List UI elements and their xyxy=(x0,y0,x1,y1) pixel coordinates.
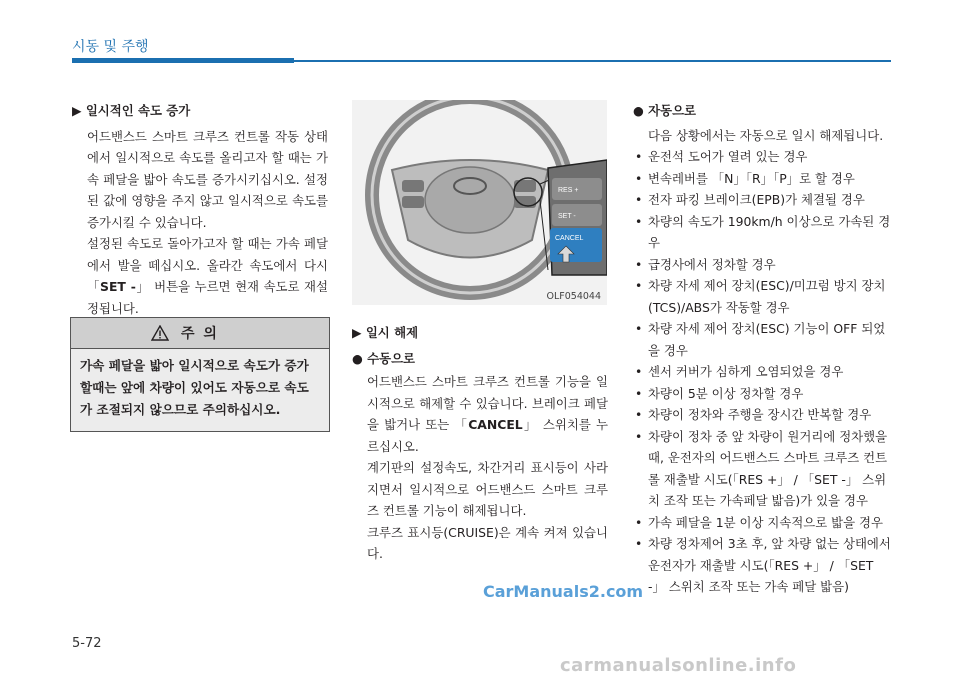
auto-cancel-list xyxy=(633,146,891,598)
caution-title: 주 의 xyxy=(181,326,219,342)
heading-temporary-acceleration: ▶ 일시적인 속도 증가 xyxy=(72,103,191,118)
steering-wheel-figure xyxy=(352,100,607,305)
paragraph-manual-cancel xyxy=(352,371,608,457)
paragraph-acceleration: 어드밴스드 스마트 크루즈 컨트롤 작동 상태에서 일시적으로 속도를 올리고자 할 때는 가속 페달을 밟아 속도를 증가시키십시오. 설정된 값에 영향을 주지 않고 일시적으로 속도를 증가시킬 수 있습니다. xyxy=(87,128,328,230)
caution-box xyxy=(70,317,330,432)
fig-label-cancel: CANCEL xyxy=(555,235,584,242)
paragraph-auto-intro: 다음 상황에서는 자동으로 일시 해제됩니다. xyxy=(648,127,884,143)
list-item: • 가속 페달을 1분 이상 지속적으로 밟을 경우 xyxy=(633,512,891,534)
set-button-label: SET - xyxy=(100,279,136,294)
list-item: • 차량이 정차와 주행을 장시간 반복할 경우 xyxy=(633,404,891,426)
list-item: • 전자 파킹 브레이크(EPB)가 체결될 경우 xyxy=(633,189,891,211)
paragraph-manual-cancel-c: 」 스위치를 누르십시오. xyxy=(367,417,608,454)
list-item: • 차량이 정차 중 앞 차량이 원거리에 정차했을 때, 운전자의 어드밴스드 스마트 크루즈 컨트롤 재출발 시도(「RES +」 / 「SET -」 스위치 조작 또는 가속페달 밟음)가 있을 경우 xyxy=(633,426,891,512)
cancel-switch-label: CANCEL xyxy=(468,417,523,432)
list-item: • 차량 자세 제어 장치(ESC) 기능이 OFF 되었을 경우 xyxy=(633,318,891,361)
middle-column xyxy=(352,322,608,565)
paragraph-cruise-indicator: 크루즈 표시등(CRUISE)은 계속 켜져 있습니다. xyxy=(367,524,608,561)
header-accent-bar xyxy=(72,58,294,63)
right-column xyxy=(633,100,891,598)
left-column xyxy=(72,100,328,319)
paragraph-return-speed xyxy=(72,233,328,319)
list-item: • 차량이 5분 이상 정차할 경우 xyxy=(633,383,891,405)
paragraph-manual-cancel-a: 어드밴스드 스마트 크루즈 컨트롤 기능을 일시적으로 해제할 수 있습니다. 브레이크 페달을 밟거나 또는 「 xyxy=(367,374,608,432)
list-item: • 급경사에서 정차할 경우 xyxy=(633,254,891,276)
list-item: • 차량의 속도가 190km/h 이상으로 가속된 경우 xyxy=(633,211,891,254)
list-item: • 운전석 도어가 열려 있는 경우 xyxy=(633,146,891,168)
footer-watermark: carmanualsonline.info xyxy=(560,655,797,676)
caution-text: 가속 페달을 밟아 일시적으로 속도가 증가할때는 앞에 차량이 있어도 자동으로 속도가 조절되지 않으므로 주의하십시오. xyxy=(80,358,309,417)
list-item: • 센서 커버가 심하게 오염되었을 경우 xyxy=(633,361,891,383)
watermark-link[interactable]: CarManuals2.com xyxy=(483,582,644,601)
steering-wheel-illustration xyxy=(352,100,607,305)
subheading-manual: ● 수동으로 xyxy=(352,350,416,366)
paragraph-indicator: 계기판의 설정속도, 차간거리 표시등이 사라지면서 일시적으로 어드밴스드 스마트 크루즈 컨트롤 기능이 해제됩니다. xyxy=(367,460,608,518)
section-title: 시동 및 주행 xyxy=(72,39,149,55)
fig-label-res: RES + xyxy=(558,187,579,194)
page-number: 5-72 xyxy=(72,636,102,651)
caution-header xyxy=(71,318,329,349)
list-item: • 차량 자세 제어 장치(ESC)/미끄럼 방지 장치(TCS)/ABS가 작동할 경우 xyxy=(633,275,891,318)
list-item: • 변속레버를 「N」「R」「P」로 할 경우 xyxy=(633,168,891,190)
list-item: • 차량 정차제어 3초 후, 앞 차량 없는 상태에서 운전자가 재출발 시도(「RES +」 / 「SET -」 스위치 조작 또는 가속 페달 밟음) xyxy=(633,533,891,598)
heading-temporary-cancel: ▶ 일시 해제 xyxy=(352,325,419,340)
subheading-automatic: ● 자동으로 xyxy=(633,103,697,118)
fig-label-set: SET - xyxy=(558,213,576,220)
figure-code: OLF054044 xyxy=(546,291,601,302)
header-rule xyxy=(294,60,891,62)
paragraph-return-speed-c: 」 버튼을 누르면 현재 속도로 재설정됩니다. xyxy=(87,279,328,316)
paragraph-return-speed-a: 설정된 속도로 돌아가고자 할 때는 가속 페달에서 발을 떼십시오. 올라간 속도에서 다시 「 xyxy=(87,236,328,294)
